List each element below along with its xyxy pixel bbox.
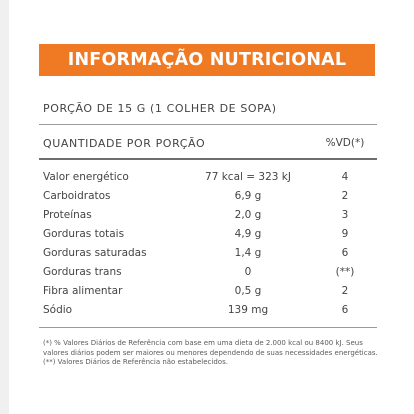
nutrient-row: [0, 206, 414, 225]
nutrient-dv: (**): [335, 266, 355, 278]
label-title: INFORMAÇÃO NUTRICIONAL: [67, 50, 347, 70]
nutrient-row: [0, 225, 414, 244]
nutrient-row: [0, 244, 414, 263]
nutrient-dv: 9: [341, 228, 349, 240]
header-divider: [39, 158, 377, 160]
divider: [39, 124, 377, 125]
nutrient-name: Fibra alimentar: [43, 285, 123, 297]
nutrient-row: [0, 187, 414, 206]
nutrient-amount: 6,9 g: [234, 190, 262, 202]
nutrient-name: Gorduras saturadas: [43, 247, 147, 259]
footnote: [43, 339, 388, 368]
nutrient-amount: 0: [244, 266, 252, 278]
nutrient-amount: 4,9 g: [234, 228, 262, 240]
nutrient-dv: 2: [341, 190, 349, 202]
portion-size: PORÇÃO DE 15 G (1 COLHER DE SOPA): [43, 102, 277, 115]
footnote-not-established: (**) Valores Diários de Referência não estabelecidos.: [43, 358, 228, 366]
nutrient-name: Gorduras totais: [43, 228, 125, 240]
nutrient-name: Proteínas: [43, 209, 92, 221]
nutrient-amount: 0,5 g: [234, 285, 262, 297]
nutrient-name: Valor energético: [43, 171, 129, 183]
nutrient-row: [0, 168, 414, 187]
nutrient-amount: 2,0 g: [234, 209, 262, 221]
footer-divider: [39, 327, 377, 328]
nutrient-amount: 77 kcal = 323 kJ: [205, 171, 291, 183]
nutrient-amount: 139 mg: [227, 304, 269, 316]
nutrient-name: Carboidratos: [43, 190, 111, 202]
nutrient-name: Gorduras trans: [43, 266, 122, 278]
nutrient-dv: 4: [341, 171, 349, 183]
nutrient-dv: 2: [341, 285, 349, 297]
nutrient-dv: 6: [341, 304, 349, 316]
quantity-header: QUANTIDADE POR PORÇÃO: [43, 137, 206, 150]
dv-header: %VD(*): [325, 137, 365, 149]
nutrient-row: [0, 282, 414, 301]
nutrient-dv: 3: [341, 209, 349, 221]
title-banner: [39, 44, 375, 76]
nutrient-amount: 1,4 g: [234, 247, 262, 259]
footnote-dv: (*) % Valores Diários de Referência com base em uma dieta de 2.000 kcal ou 8400 kJ. Seus valores diários podem ser maiores ou menores dependendo de suas necessidades energéticas.: [43, 339, 378, 357]
nutrient-row: [0, 301, 414, 320]
nutrient-row: [0, 263, 414, 282]
nutrient-name: Sódio: [43, 304, 73, 316]
nutrient-dv: 6: [341, 247, 349, 259]
nutrient-table: [0, 168, 414, 320]
